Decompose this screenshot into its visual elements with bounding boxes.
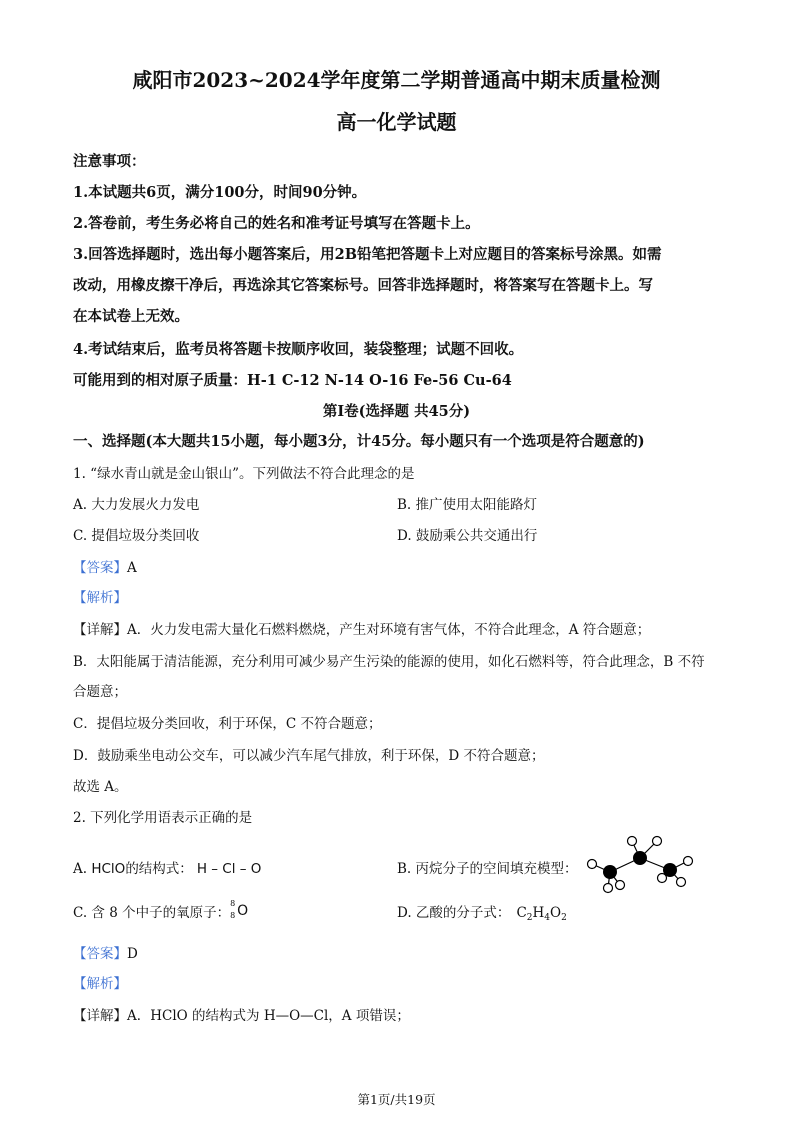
q2-stem: 2. 下列化学用语表示正确的是 (73, 810, 253, 826)
q2-detail-1: 【详解】A．HClO 的结构式为 H—O—Cl，A 项错误； (73, 1008, 410, 1024)
q1-detail-4: C．提倡垃圾分类回收，利于环保，C 不符合题意； (73, 716, 382, 732)
propane-space-filling-model (580, 828, 700, 894)
q2-option-a-text: 的结构式： (125, 861, 193, 877)
formula-h: H (532, 905, 545, 921)
q1-detail-5: D．鼓励乘坐电动公交车，可以减少汽车尾气排放，利于环保，D 不符合题意； (73, 748, 545, 764)
section-heading: 一、选择题(本大题共15小题，每小题3分，计45分。每小题只有一个选项是符合题意的) (73, 433, 645, 450)
isotope-element: O (237, 903, 249, 919)
q1-option-b: B. 推广使用太阳能路灯 (397, 497, 538, 513)
hydrogen-atom-3 (604, 884, 613, 893)
hydrogen-atom-4 (628, 837, 637, 846)
hydrogen-atom-5 (653, 837, 662, 846)
hydrogen-atom-2 (616, 881, 625, 890)
hydrogen-atom-1 (588, 860, 597, 869)
carbon-atom-1 (603, 865, 617, 879)
isotope-mass-number: 8 (230, 899, 236, 908)
q1-answer (73, 556, 137, 576)
carbon-atom-3 (663, 863, 677, 877)
notice-heading: 注意事项： (73, 153, 146, 170)
q1-detail-6: 故选 A。 (73, 779, 128, 795)
formula-o: O (550, 905, 562, 921)
exam-title: 咸阳市2023~2024学年度第二学期普通高中期末质量检测 (132, 68, 661, 92)
q1-option-c: C. 提倡垃圾分类回收 (73, 528, 200, 544)
oxygen-isotope-symbol (230, 899, 249, 920)
notice-item-3-cont: 改动，用橡皮擦干净后，再选涂其它答案标号。回答非选择题时，将答案写在答题卡上。写 (73, 277, 653, 294)
q1-answer-value: A (127, 560, 137, 576)
acetic-acid-formula (516, 905, 566, 921)
formula-o-sub: 2 (561, 913, 567, 923)
q1-detail-3: 合题意； (73, 684, 127, 700)
q2-answer-label: 【答案】 (73, 946, 127, 962)
q2-answer (73, 942, 138, 962)
q1-option-a: A. 大力发展火力发电 (73, 497, 200, 513)
q2-option-d-text: D. 乙酸的分子式： (397, 905, 511, 921)
notice-item-3: 3.回答选择题时，选出每小题答案后，用2B铅笔把答题卡上对应题目的答案标号涂黑。如需 (73, 246, 662, 263)
atomic-masses: 可能用到的相对原子质量：H-1 C-12 N-14 O-16 Fe-56 Cu-64 (73, 372, 512, 389)
notice-item-2: 2.答卷前，考生务必将自己的姓名和准考证号填写在答题卡上。 (73, 215, 480, 232)
hydrogen-atom-7 (677, 878, 686, 887)
q2-option-a (73, 857, 261, 877)
formula-c: C (516, 905, 527, 921)
q2-option-d (397, 901, 567, 923)
q1-stem: 1. “绿水青山就是金山银山”。下列做法不符合此理念的是 (73, 466, 415, 482)
page-number: 第1页/共19页 (357, 1092, 436, 1107)
q2-option-c (73, 899, 249, 921)
q1-answer-label: 【答案】 (73, 560, 127, 576)
notice-item-1: 1.本试题共6页，满分100分，时间90分钟。 (73, 184, 367, 201)
q2-option-a-prefix: A. (73, 861, 92, 877)
part-title: 第Ⅰ卷(选择题 共45分) (322, 403, 471, 420)
hydrogen-atom-6 (684, 857, 693, 866)
q2-answer-value: D (127, 946, 138, 962)
q1-analysis-label: 【解析】 (73, 590, 127, 606)
formula-c-sub: 2 (526, 913, 533, 923)
q1-detail-1: 【详解】A．火力发电需大量化石燃料燃烧，产生对环境有害气体，不符合此理念，A 符合题意； (73, 622, 651, 638)
q1-detail-2: B．太阳能属于清洁能源，充分利用可减少易产生污染的能源的使用，如化石燃料等，符合此理念，B 不符 (73, 654, 705, 670)
isotope-atomic-number: 8 (230, 911, 236, 920)
exam-subtitle: 高一化学试题 (336, 110, 457, 134)
carbon-atom-2 (633, 851, 647, 865)
formula-h-sub: 4 (544, 913, 551, 923)
q2-analysis-label: 【解析】 (73, 976, 127, 992)
q2-option-c-text: C. 含 8 个中子的氧原子： (73, 905, 231, 921)
q2-option-a-structure: H – Cl – O (196, 861, 262, 877)
q2-option-b-text: B. 丙烷分子的空间填充模型： (397, 861, 578, 877)
notice-item-3-end: 在本试卷上无效。 (73, 308, 189, 325)
notice-item-4: 4.考试结束后，监考员将答题卡按顺序收回，装袋整理；试题不回收。 (73, 341, 524, 358)
q2-option-a-formula: HClO (91, 861, 126, 877)
q1-option-d: D. 鼓励乘公共交通出行 (397, 528, 538, 544)
